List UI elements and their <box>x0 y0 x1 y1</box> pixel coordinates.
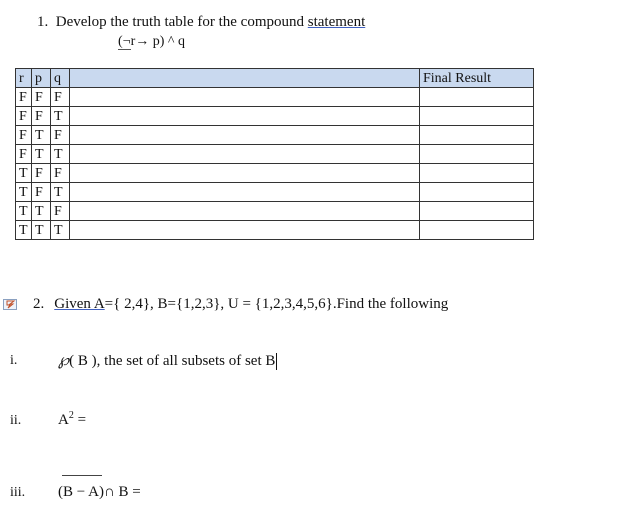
cell-q: F <box>51 202 70 221</box>
cell-working[interactable] <box>70 107 420 126</box>
cell-p: F <box>32 183 51 202</box>
table-row <box>16 221 534 240</box>
table-row <box>16 202 534 221</box>
table-row <box>16 126 534 145</box>
cell-working[interactable] <box>70 126 420 145</box>
table-row <box>16 88 534 107</box>
exponent: 2 <box>68 410 74 421</box>
header-q: q <box>51 69 70 88</box>
cell-working[interactable] <box>70 202 420 221</box>
question-1-text-underlined: statement <box>307 14 366 30</box>
cell-r: F <box>16 126 32 145</box>
lightning-icon <box>5 300 16 309</box>
table-row <box>16 145 534 164</box>
cell-q: F <box>51 126 70 145</box>
cell-q: T <box>51 107 70 126</box>
text-cursor <box>276 353 277 370</box>
complement-bar <box>62 475 102 476</box>
table-row <box>16 107 534 126</box>
list-autoformat-icon[interactable] <box>3 299 17 310</box>
cell-r: T <box>16 202 32 221</box>
item-iii-label: iii. <box>10 485 26 500</box>
cell-final-result[interactable] <box>420 221 534 240</box>
cell-final-result[interactable] <box>420 202 534 221</box>
item-ii-text[interactable] <box>58 410 86 429</box>
cell-q: T <box>51 145 70 164</box>
cell-r: F <box>16 107 32 126</box>
cell-p: F <box>32 164 51 183</box>
item-i-text[interactable] <box>58 350 277 370</box>
header-p: p <box>32 69 51 88</box>
expression-left: (¬ <box>118 34 131 49</box>
cell-p: T <box>32 202 51 221</box>
question-2-number: 2. <box>33 296 45 312</box>
cell-q: F <box>51 164 70 183</box>
cell-final-result[interactable] <box>420 88 534 107</box>
cell-p: F <box>32 107 51 126</box>
item-iii-text[interactable]: (B − A)∩ B = <box>58 484 141 500</box>
truth-table <box>15 68 534 240</box>
expression-right: p) ^ q <box>149 34 185 49</box>
table-row <box>16 183 534 202</box>
item-i-label: i. <box>10 353 18 368</box>
question-2-prompt <box>33 296 448 313</box>
cell-r: T <box>16 164 32 183</box>
expression-variable-r: r <box>130 34 136 49</box>
set-a: A <box>58 412 69 428</box>
item-ii-label: ii. <box>10 413 22 428</box>
header-final-result: Final Result <box>420 69 534 88</box>
item-i-description: ( B ), the set of all subsets of set B <box>69 353 276 369</box>
cell-p: T <box>32 221 51 240</box>
table-row <box>16 164 534 183</box>
implication-arrow: → <box>135 34 150 49</box>
truth-table-header-row <box>16 69 534 88</box>
cell-r: T <box>16 183 32 202</box>
cell-working[interactable] <box>70 164 420 183</box>
cell-q: T <box>51 221 70 240</box>
question-1-text: Develop the truth table for the compound <box>55 14 308 30</box>
question-2-given: Given A <box>54 296 105 312</box>
negation-symbol: ¬ <box>122 34 131 49</box>
cell-q: F <box>51 88 70 107</box>
header-r: r <box>16 69 32 88</box>
question-2-text: ={ 2,4}, B={1,2,3}, U = {1,2,3,4,5,6}.Find the following <box>104 296 449 312</box>
cell-q: T <box>51 183 70 202</box>
cell-p: F <box>32 88 51 107</box>
cell-final-result[interactable] <box>420 145 534 164</box>
cell-r: F <box>16 88 32 107</box>
equals-sign: = <box>73 412 87 428</box>
cell-final-result[interactable] <box>420 183 534 202</box>
powerset-symbol: ℘ <box>58 352 70 369</box>
cell-p: T <box>32 145 51 164</box>
compound-expression <box>118 34 185 50</box>
cell-working[interactable] <box>70 221 420 240</box>
cell-working[interactable] <box>70 183 420 202</box>
cell-final-result[interactable] <box>420 126 534 145</box>
cell-final-result[interactable] <box>420 164 534 183</box>
cell-final-result[interactable] <box>420 107 534 126</box>
question-1-number: 1. <box>37 14 49 30</box>
cell-working[interactable] <box>70 145 420 164</box>
cell-p: T <box>32 126 51 145</box>
cell-r: T <box>16 221 32 240</box>
header-blank[interactable] <box>70 69 420 88</box>
question-1-prompt <box>37 14 365 31</box>
cell-working[interactable] <box>70 88 420 107</box>
cell-r: F <box>16 145 32 164</box>
